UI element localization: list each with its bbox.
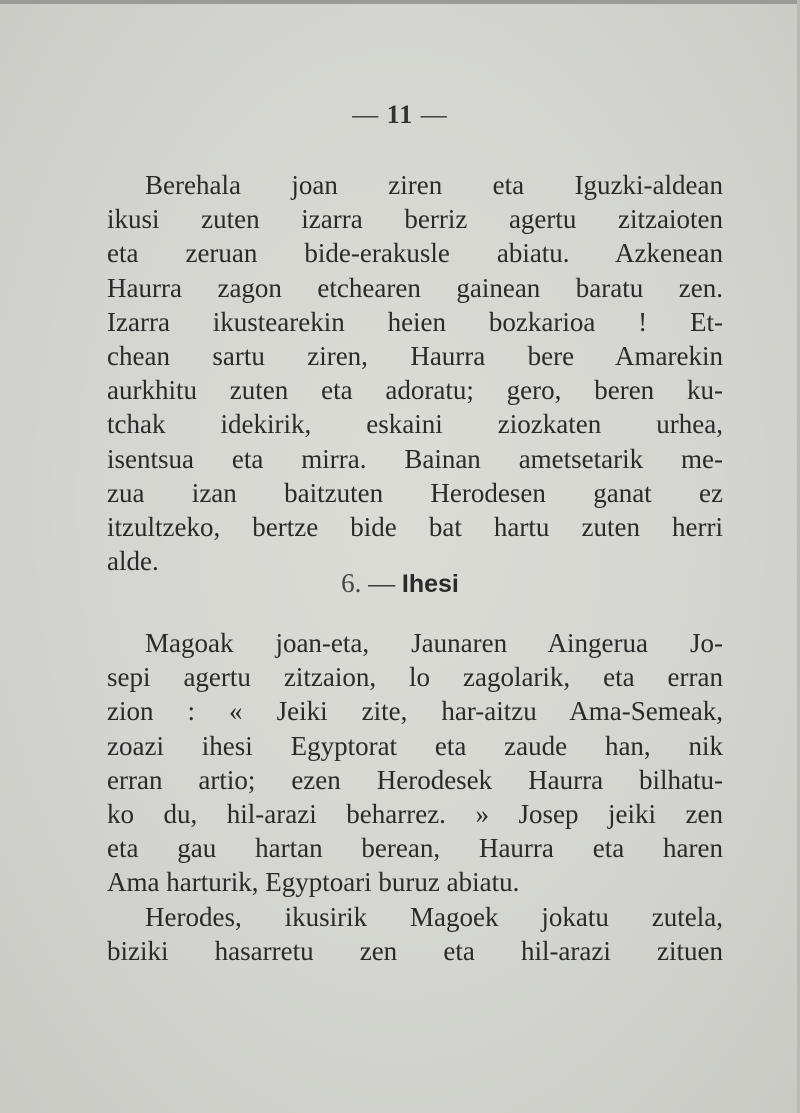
text-line: eta gau hartan berean, Haurra eta haren bbox=[107, 833, 723, 864]
section-heading bbox=[0, 568, 800, 599]
text-line: sepi agertu zitzaion, lo zagolarik, eta erran bbox=[107, 662, 723, 693]
text-line: aurkhitu zuten eta adoratu; gero, beren ku- bbox=[107, 375, 723, 406]
text-line: Herodes, ikusirik Magoek jokatu zutela, bbox=[145, 901, 723, 932]
page-number-value: 11 bbox=[386, 100, 414, 129]
text-line: Berehala joan ziren eta Iguzki-aldean bbox=[145, 170, 723, 200]
page-top-edge bbox=[0, 0, 800, 4]
text-line: Magoak joan-eta, Jaunaren Aingerua Jo- bbox=[145, 628, 723, 658]
section-dash: — bbox=[368, 568, 396, 598]
text-line: zoazi ihesi Egyptorat eta zaude han, nik bbox=[107, 730, 723, 761]
text-line: zua izan baitzuten Herodesen ganat ez bbox=[107, 477, 723, 508]
text-line: Haurra zagon etchearen gainean baratu zen. bbox=[107, 272, 723, 303]
text-line: Izarra ikustearekin heien bozkarioa ! Et- bbox=[107, 306, 723, 337]
text-line: erran artio; ezen Herodesek Haurra bilhatu- bbox=[107, 764, 723, 795]
text-line: chean sartu ziren, Haurra bere Amarekin bbox=[107, 340, 723, 371]
page-number-suffix: — bbox=[420, 100, 448, 129]
section-title: Ihesi bbox=[401, 570, 459, 598]
paragraph-2 bbox=[107, 626, 723, 968]
text-line: isentsua eta mirra. Bainan ametsetarik me- bbox=[107, 443, 723, 474]
text-line: ikusi zuten izarra berriz agertu zitzaioten bbox=[107, 204, 723, 235]
paragraph-1 bbox=[107, 168, 723, 578]
section-number: 6. bbox=[341, 568, 362, 598]
text-line: itzultzeko, bertze bide bat hartu zuten herri bbox=[107, 511, 723, 542]
page-number-prefix: — bbox=[352, 100, 380, 129]
text-line: tchak idekirik, eskaini ziozkaten urhea, bbox=[107, 409, 723, 440]
text-line: alde. bbox=[107, 546, 159, 577]
text-line: zion : « Jeiki zite, har-aitzu Ama-Semeak, bbox=[107, 696, 723, 727]
text-line: Ama harturik, Egyptoari buruz abiatu. bbox=[107, 867, 520, 898]
text-line: ko du, hil-arazi beharrez. » Josep jeiki zen bbox=[107, 798, 723, 829]
text-line: biziki hasarretu zen eta hil-arazi zituen bbox=[107, 935, 723, 966]
page-number bbox=[0, 100, 800, 130]
text-line: eta zeruan bide-erakusle abiatu. Azkenean bbox=[107, 238, 723, 269]
